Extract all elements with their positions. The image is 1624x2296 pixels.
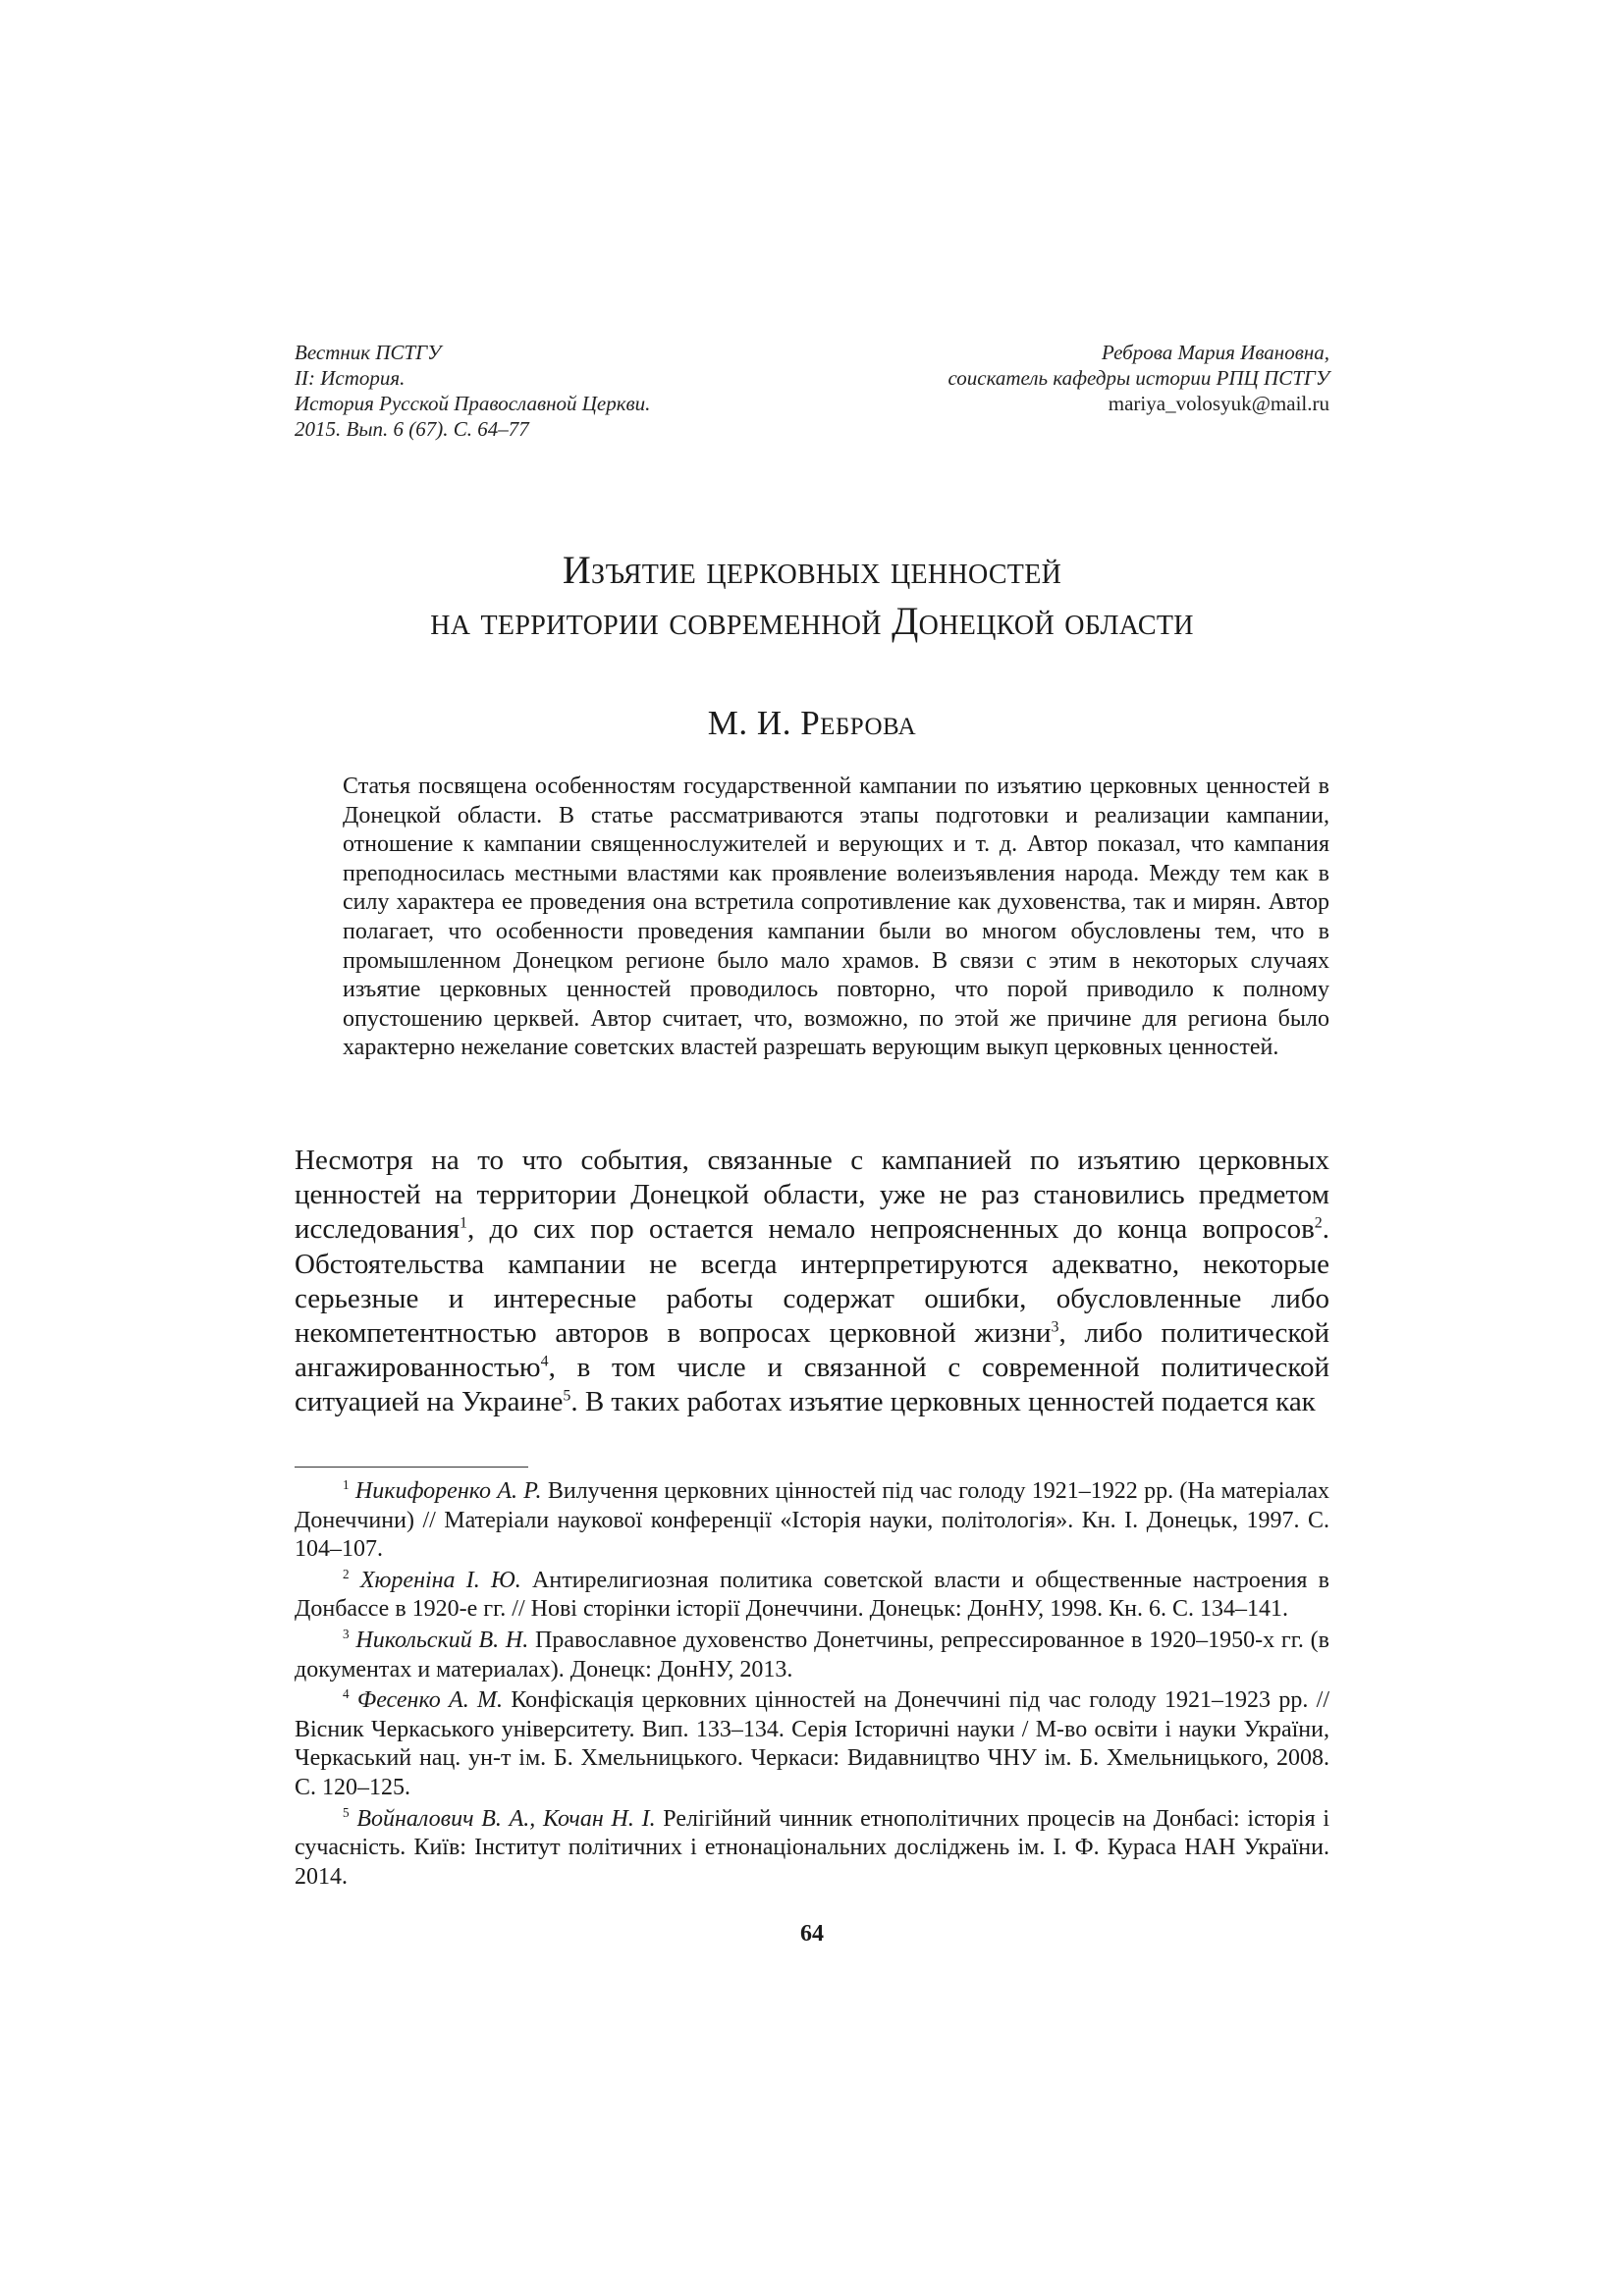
article-title-line-2: на территории современной Донецкой области xyxy=(430,599,1194,643)
article-title-line-1: Изъятие церковных ценностей xyxy=(562,548,1062,592)
footnote-ref-5[interactable]: 5 xyxy=(563,1387,571,1405)
journal-subseries: История Русской Православной Церкви. xyxy=(295,392,651,415)
body-paragraph xyxy=(295,1144,1329,1420)
footnote-author: Хюреніна І. Ю. xyxy=(359,1567,521,1593)
footnote-text: Антирелигиозная политика советской власти и общественные настроения в Донбассе в 1920-е гг. // Нові сторінки історії Донеччини. Донецьк: ДонНУ, 1998. Кн. 6. С. 134–141. xyxy=(295,1567,1330,1623)
footnote-number: 5 xyxy=(343,1804,350,1820)
footnote-author: Никольский В. Н. xyxy=(355,1627,529,1653)
footnote-ref-3[interactable]: 3 xyxy=(1051,1318,1059,1336)
footnote-number: 1 xyxy=(343,1477,350,1492)
author-full-name: Реброва Мария Ивановна, xyxy=(1102,341,1329,364)
journal-series: II: История. xyxy=(295,366,406,390)
page-number: 64 xyxy=(800,1921,824,1947)
footnote-text: Православное духовенство Донетчины, репрессированное в 1920–1950-х гг. (в документах и материалах). Донецк: ДонНУ, 2013. xyxy=(295,1627,1329,1682)
author-position: соискатель кафедры истории РПЦ ПСТГУ xyxy=(947,366,1329,390)
footnote-4 xyxy=(295,1686,1329,1802)
abstract: Статья посвящена особенностям государственной кампании по изъятию церковных ценностей в Донецкой области. В статье рассматриваются этапы подготовки и реализации кампании, отношение к кампании священнослужителей и верующих и т. д. Автор показал, что кампания преподносилась местными властями как проявление волеизъявления народа. Между тем как в силу характера ее проведения она встретила сопротивление как духовенства, так и мирян. Автор полагает, что особенности проведения кампании были во многом обусловлены тем, что в промышленном Донецком регионе было мало храмов. В связи с этим в некоторых случаях изъятие церковных ценностей проводилось повторно, что порой приводило к полному опустошению церквей. Автор считает, что, возможно, по этой же причине для региона было характерно нежелание советских властей разрешать верующим выкуп церковных ценностей. xyxy=(343,774,1329,1061)
body-text-segment: , либо политической ангажированностью xyxy=(295,1317,1329,1384)
footnote-ref-4[interactable]: 4 xyxy=(540,1353,549,1370)
body-text-segment: , до сих пор остается немало непроясненных до конца вопросов xyxy=(467,1213,1315,1246)
footnote-5 xyxy=(295,1805,1329,1893)
footnote-text: Конфіскація церковних цінностей на Донеччині під час голоду 1921–1923 рр. // Вісник Черкаського університету. Вип. 133–134. Серія Історичні науки / М-во освіти і науки України, Черкаський нац. ун-т ім. Б. Хмельницького. Черкаси: Видавництво ЧНУ ім. Б. Хмельницького, 2008. С. 120–125. xyxy=(295,1687,1329,1800)
footnote-text: Релігійний чинник етнополітичних процесів на Донбасі: історія і сучасність. Київ: Інститут політичних і етнонаціональних досліджень ім. І. Ф. Кураса НАН України. 2014. xyxy=(295,1805,1330,1890)
footnote-2 xyxy=(295,1567,1329,1625)
footnote-ref-1[interactable]: 1 xyxy=(460,1214,468,1232)
journal-issue: 2015. Вып. 6 (67). С. 64–77 xyxy=(295,417,529,441)
footnote-number: 2 xyxy=(343,1566,350,1581)
body-text-segment: Несмотря на то что события, связанные с кампанией по изъятию церковных ценностей на территории Донецкой области, уже не раз становились предметом исследования xyxy=(295,1145,1329,1246)
footnote-author: Войналович В. А., Кочан Н. І. xyxy=(356,1805,656,1832)
footnote-author: Фесенко А. М. xyxy=(356,1687,504,1714)
footnote-1 xyxy=(295,1477,1329,1565)
footnotes xyxy=(295,1477,1329,1894)
footnote-author: Никифоренко А. Р. xyxy=(354,1478,542,1504)
footnote-ref-2[interactable]: 2 xyxy=(1314,1214,1323,1232)
body-text-segment: , в том числе и связанной с современной политической ситуацией на Украине xyxy=(295,1352,1329,1418)
footnote-text: Вилучення церковних цінностей під час голоду 1921–1922 рр. (На матеріалах Донеччини) // Матеріали наукової конференції «Історія науки, політологія». Кн. I. Донецьк, 1997. С. 104–107. xyxy=(295,1478,1329,1563)
journal-info xyxy=(295,340,785,442)
author-email[interactable]: mariya_volosyuk@mail.ru xyxy=(1108,392,1329,415)
footnote-number: 3 xyxy=(343,1626,350,1641)
body-text-segment: . Обстоятельства кампании не всегда интерпретируются адекватно, некоторые серьезные и интересные работы содержат ошибки, обусловленные либо некомпетентностью авторов в вопросах церковной жизни xyxy=(295,1213,1329,1350)
article-author: М. И. Реброва xyxy=(707,704,917,742)
journal-name: Вестник ПСТГУ xyxy=(295,341,442,364)
footnote-3 xyxy=(295,1627,1329,1684)
author-info xyxy=(780,340,1329,416)
article-title xyxy=(295,545,1329,647)
body-text-segment: . В таких работах изъятие церковных ценностей подается как xyxy=(570,1386,1316,1418)
footnote-number: 4 xyxy=(343,1686,350,1702)
footnote-divider xyxy=(295,1467,528,1468)
